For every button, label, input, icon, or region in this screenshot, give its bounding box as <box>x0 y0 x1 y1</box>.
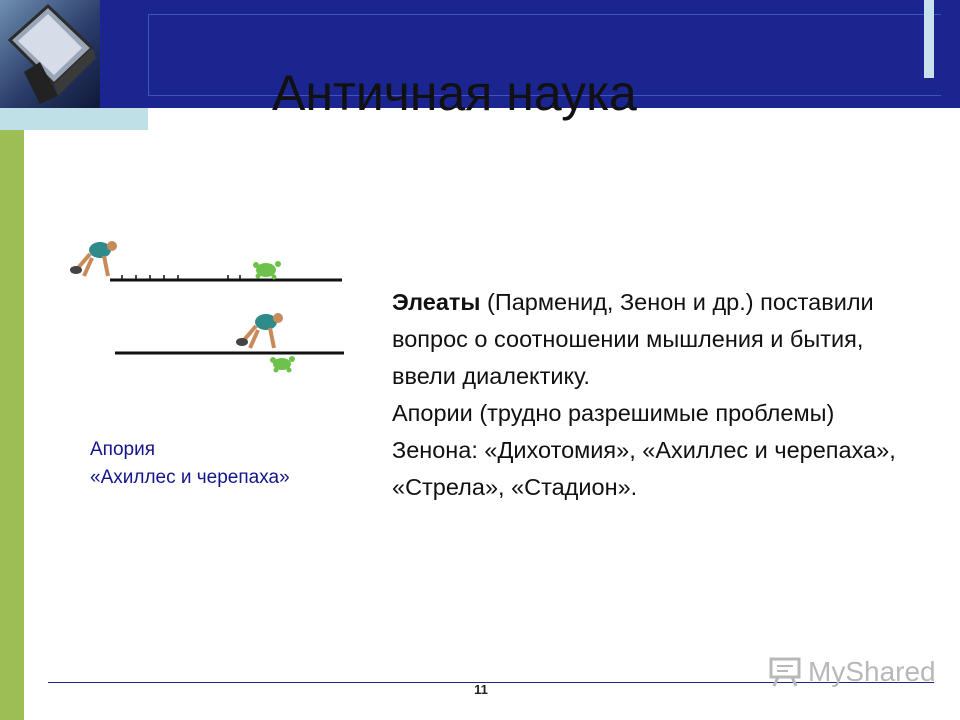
page-number: 11 <box>474 682 488 697</box>
presentation-board-icon <box>768 657 802 687</box>
runner-icon <box>70 241 117 276</box>
body-text <box>392 284 912 506</box>
paragraph-aporias: Апории (трудно разрешимые проблемы) Зенона: «Дихотомия», «Ахиллес и черепаха», «Стрела», «Стадион». <box>392 400 896 500</box>
race-track-top <box>110 275 342 280</box>
tortoise-icon <box>270 356 295 373</box>
tortoise-icon <box>253 261 281 280</box>
computer-monitor-icon <box>0 0 100 108</box>
runner-icon <box>236 313 283 348</box>
illustration-caption <box>90 436 290 492</box>
achilles-tortoise-illustration <box>60 228 360 388</box>
paragraph-eleatics <box>392 284 912 395</box>
computer-image <box>0 0 100 108</box>
caption-line-1: Апория <box>90 439 155 460</box>
slide-title: Античная наука <box>272 65 637 121</box>
corner-accent <box>0 108 148 130</box>
eleatics-term: Элеаты <box>392 289 481 315</box>
side-accent-bar <box>0 130 24 720</box>
eleatics-description: (Парменид, Зенон и др.) поставили вопрос о соотношении мышления и бытия, ввели диалектику. <box>392 289 874 389</box>
caption-line-2: «Ахиллес и черепаха» <box>90 467 290 488</box>
header-accent-stripe <box>924 0 934 78</box>
watermark-text: MyShared <box>808 656 936 687</box>
watermark <box>768 656 936 688</box>
